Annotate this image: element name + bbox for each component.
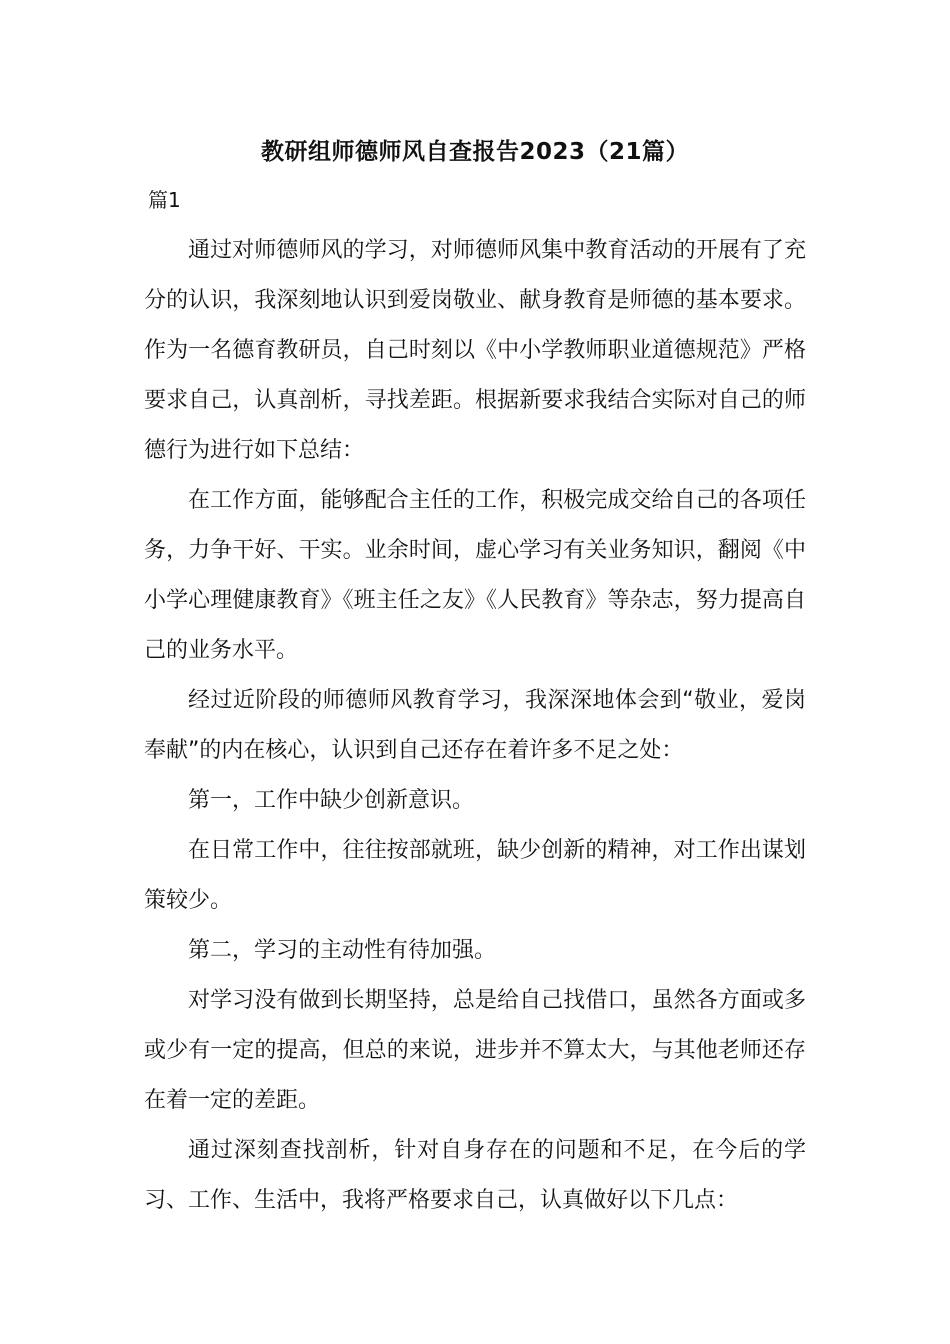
- section-label: 篇1: [148, 188, 181, 212]
- paragraph: 通过深刻查找剖析，针对自身存在的问题和不足，在今后的学习、工作、生活中，我将严格要求自己，认真做好以下几点：: [144, 1138, 806, 1213]
- document-title: 教研组师德师风自查报告2023（21篇）: [260, 139, 690, 165]
- paragraph: 第二，学习的主动性有待加强。: [188, 938, 497, 963]
- paragraph: 在日常工作中，往往按部就班，缺少创新的精神，对工作出谋划策较少。: [144, 838, 806, 913]
- paragraph: 在工作方面，能够配合主任的工作，积极完成交给自己的各项任务，力争干好、干实。业余时间，虚心学习有关业务知识，翻阅《中小学心理健康教育》《班主任之友》《人民教育》等杂志，努力提高自己的业务水平。: [144, 488, 806, 663]
- paragraph: 对学习没有做到长期坚持，总是给自己找借口，虽然各方面或多或少有一定的提高，但总的来说，进步并不算太大，与其他老师还存在着一定的差距。: [144, 988, 806, 1113]
- document-body: [144, 226, 806, 1226]
- paragraph: 通过对师德师风的学习，对师德师风集中教育活动的开展有了充分的认识，我深刻地认识到爱岗敬业、献身教育是师德的基本要求。作为一名德育教研员，自己时刻以《中小学教师职业道德规范》严格要求自己，认真剖析，寻找差距。根据新要求我结合实际对自己的师德行为进行如下总结：: [144, 238, 806, 463]
- paragraph: 第一，工作中缺少创新意识。: [188, 788, 475, 813]
- paragraph: 经过近阶段的师德师风教育学习，我深深地体会到“敬业，爱岗奉献”的内在核心，认识到自己还存在着许多不足之处：: [144, 688, 806, 763]
